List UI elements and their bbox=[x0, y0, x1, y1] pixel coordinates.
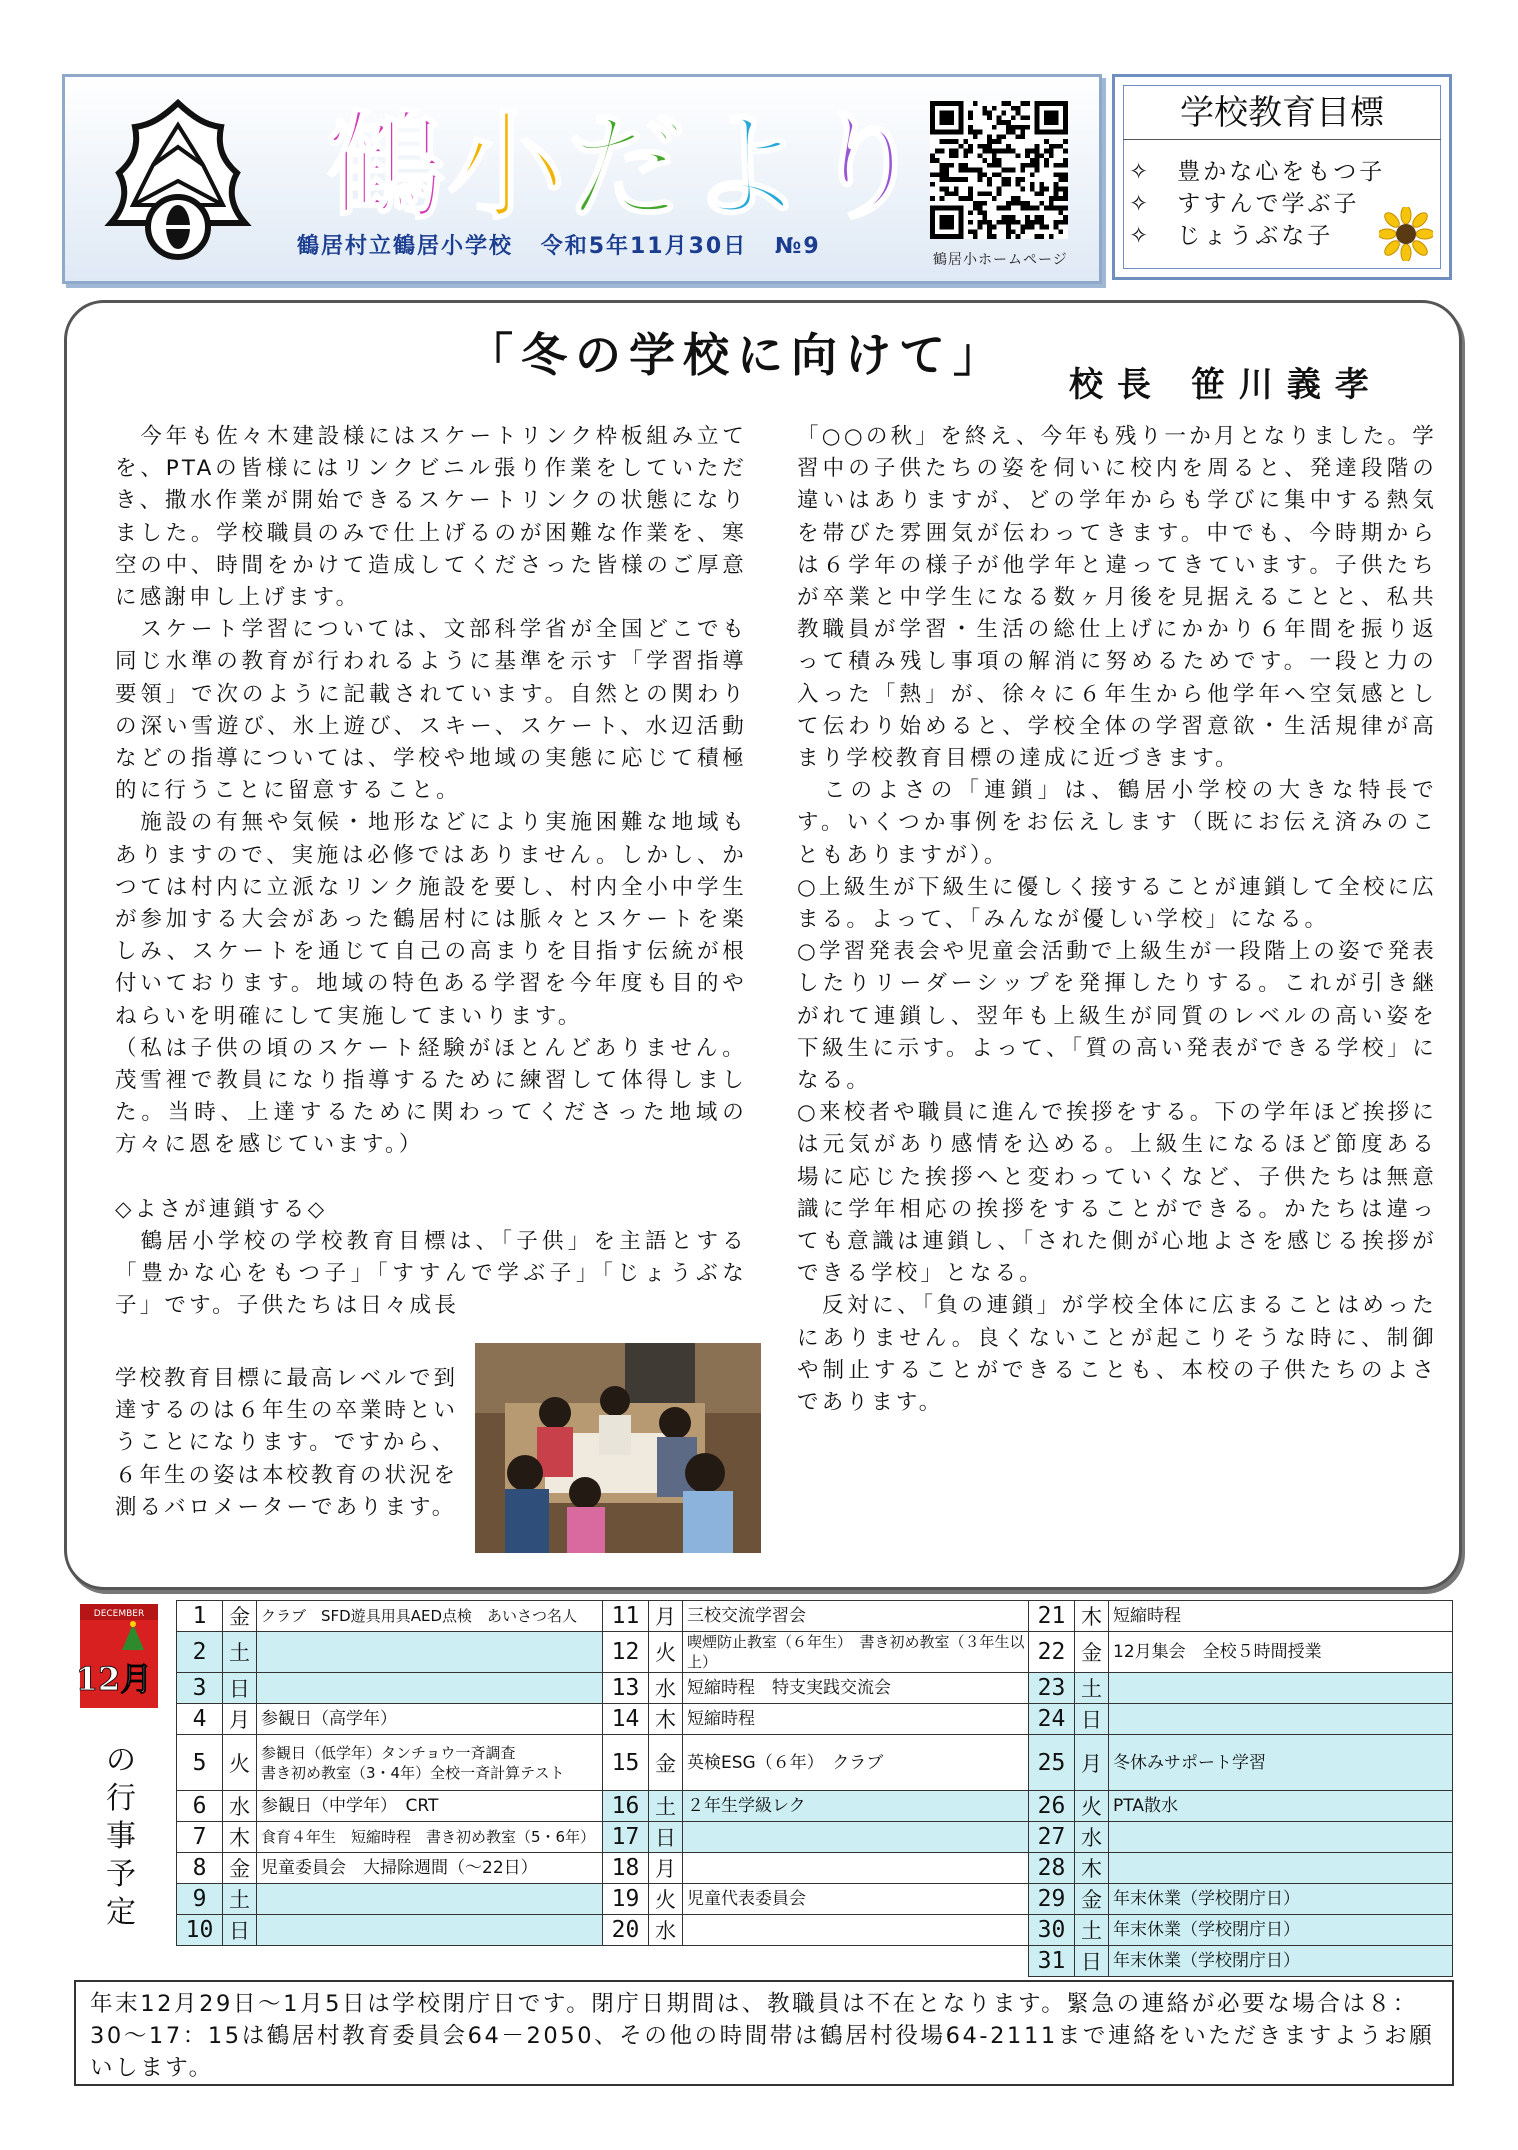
calendar-weekday: 火 bbox=[1075, 1791, 1109, 1822]
calendar-day-number: 15 bbox=[603, 1735, 649, 1791]
calendar-event bbox=[257, 1632, 603, 1673]
title-char: 鶴 bbox=[327, 98, 448, 236]
calendar-weekday: 水 bbox=[223, 1791, 257, 1822]
calendar-event: 食育４年生 短縮時程 書き初め教室（5・6年） bbox=[257, 1822, 603, 1853]
calendar-day-number: 24 bbox=[1029, 1704, 1075, 1735]
calendar-event: 英検ESG（６年） クラブ bbox=[683, 1735, 1029, 1791]
calendar-weekday: 土 bbox=[223, 1632, 257, 1673]
qr-code-icon[interactable] bbox=[930, 101, 1068, 239]
school-name: 鶴居村立鶴居小学校 bbox=[297, 234, 514, 259]
calendar-weekday: 月 bbox=[1075, 1735, 1109, 1791]
calendar-weekday: 月 bbox=[223, 1704, 257, 1735]
calendar-day-number: 2 bbox=[177, 1632, 223, 1673]
calendar-event: ２年生学級レク bbox=[683, 1791, 1029, 1822]
calendar-row bbox=[177, 1884, 1453, 1915]
calendar-event: クラブ SFD遊具用具AED点検 あいさつ名人 bbox=[257, 1601, 603, 1632]
event-calendar-table bbox=[176, 1600, 1453, 1977]
calendar-row bbox=[177, 1822, 1453, 1853]
calendar-weekday: 木 bbox=[223, 1822, 257, 1853]
calendar-day-number: 19 bbox=[603, 1884, 649, 1915]
spacer bbox=[115, 1162, 747, 1194]
calendar-day-number: 10 bbox=[177, 1915, 223, 1946]
calendar-day-number: 8 bbox=[177, 1853, 223, 1884]
calendar-day-number: 11 bbox=[603, 1601, 649, 1632]
goals-divider bbox=[1123, 139, 1441, 140]
goal-item: ✧ 豊かな心をもつ子 bbox=[1129, 159, 1386, 185]
title-char: だ bbox=[567, 98, 688, 236]
calendar-empty-cell bbox=[603, 1946, 649, 1977]
article-headline: 「冬の学校に向けて」 bbox=[467, 328, 1007, 382]
calendar-row bbox=[177, 1673, 1453, 1704]
calendar-row bbox=[177, 1704, 1453, 1735]
calendar-weekday: 日 bbox=[1075, 1704, 1109, 1735]
calendar-day-number: 9 bbox=[177, 1884, 223, 1915]
article-paragraph: ○学習発表会や児童会活動で上級生が一段階上の姿で発表したりリーダーシップを発揮したりする。これが引き継がれて連鎖し、翌年も上級生が同質のレベルの高い姿を下級生に示す。よって、「質の高い発表ができる学校」になる。 bbox=[797, 939, 1437, 1094]
calendar-weekday: 日 bbox=[1075, 1946, 1109, 1977]
calendar-weekday: 月 bbox=[649, 1853, 683, 1884]
article-paragraph: 反対に、「負の連鎖」が学校全体に広まることはめったにありません。良くないことが起こりそうな時に、制御や制止することができることも、本校の子供たちのよさであります。 bbox=[797, 1293, 1437, 1416]
calendar-day-number: 20 bbox=[603, 1915, 649, 1946]
calendar-weekday: 金 bbox=[649, 1735, 683, 1791]
calendar-day-number: 17 bbox=[603, 1822, 649, 1853]
calendar-weekday: 水 bbox=[649, 1673, 683, 1704]
article-paragraph: 「○○の秋」を終え、今年も残り一か月となりました。学習中の子供たちの姿を伺いに校内を周ると、発達段階の違いはありますが、どの学年からも学びに集中する熱気を帯びた雰囲気が伝わってきます。中でも、今時期からは６学年の様子が他学年と違ってきています。子供たちが卒業と中学生になる数ヶ月後を見据えることと、私共教職員が学習・生活の総仕上げにかかり６年間を振り返って積み残し事項の解消に努めるためです。一段と力の入った「熱」が、徐々に６年生から他学年へ空気感として伝わり始めると、学校全体の学習意欲・生活規律が高まり学校教育目標の達成に近づきます。 bbox=[797, 424, 1437, 772]
calendar-event: 児童委員会 大掃除週間（～22日） bbox=[257, 1853, 603, 1884]
calendar-event: PTA散水 bbox=[1109, 1791, 1453, 1822]
calendar-icon-month-label: DECEMBER bbox=[93, 1609, 145, 1619]
calendar-event: 短縮時程 特支実践交流会 bbox=[683, 1673, 1029, 1704]
calendar-icon-month: 12月 bbox=[78, 1660, 153, 1698]
calendar-day-number: 13 bbox=[603, 1673, 649, 1704]
issue-number: №9 bbox=[774, 234, 821, 259]
section-heading: ◇よさが連鎖する◇ bbox=[115, 1196, 328, 1222]
article-wrap-paragraph: 学校教育目標に最高レベルで到達するのは６年生の卒業時ということになります。ですから、６年生の姿は本校教育の状況を測るバロメーターであります。 bbox=[115, 1366, 459, 1520]
calendar-weekday: 日 bbox=[223, 1673, 257, 1704]
issue-date: 令和5年11月30日 bbox=[540, 234, 748, 259]
calendar-day-number: 28 bbox=[1029, 1853, 1075, 1884]
article-paragraph: ○来校者や職員に進んで挨拶をする。下の学年ほど挨拶には元気があり感情を込める。上級生になるほど節度ある場に応じた挨拶へと変わっていくなど、子供たちは無意識に学年相応の挨拶をすることができる。かたちは違っても意識は連鎖し、「された側が心地よさを感じる挨拶ができる学校」となる。 bbox=[797, 1100, 1437, 1287]
article-paragraph: 今年も佐々木建設様にはスケートリンク枠板組み立てを、PTAの皆様にはリンクビニル張り作業をしていただき、撒水作業が開始できるスケートリンクの状態になりました。学校職員のみで仕上げるのが困難な作業を、寒空の中、時間をかけて造成してくださった皆様のご厚意に感謝申し上げます。 bbox=[115, 424, 747, 611]
calendar-weekday: 金 bbox=[1075, 1632, 1109, 1673]
article-author: 校長 笹川義孝 bbox=[1069, 365, 1383, 405]
calendar-weekday: 水 bbox=[649, 1915, 683, 1946]
calendar-row bbox=[177, 1735, 1453, 1791]
school-goals-box bbox=[1112, 74, 1452, 280]
calendar-event: 参観日（中学年） CRT bbox=[257, 1791, 603, 1822]
calendar-event bbox=[1109, 1704, 1453, 1735]
calendar-day-number: 23 bbox=[1029, 1673, 1075, 1704]
calendar-row bbox=[177, 1632, 1453, 1673]
december-calendar-icon bbox=[78, 1600, 160, 1710]
header-subline bbox=[297, 229, 839, 260]
calendar-event: 年末休業（学校閉庁日） bbox=[1109, 1946, 1453, 1977]
classroom-photo bbox=[475, 1343, 761, 1553]
principal-article bbox=[64, 300, 1462, 1590]
calendar-side-label: の行事予定 bbox=[106, 1743, 136, 1930]
calendar-day-number: 4 bbox=[177, 1704, 223, 1735]
calendar-day-number: 5 bbox=[177, 1735, 223, 1791]
calendar-day-number: 14 bbox=[603, 1704, 649, 1735]
calendar-weekday: 火 bbox=[649, 1632, 683, 1673]
calendar-weekday: 金 bbox=[1075, 1884, 1109, 1915]
article-paragraph: スケート学習については、文部科学省が全国どこでも同じ水準の教育が行われるように基準を示す「学習指導要領」で次のように記載されています。自然との関わりの深い雪遊び、氷上遊び、スキー、スケート、水辺活動などの指導については、学校や地域の実態に応じて積極的に行うことに留意すること。 bbox=[115, 617, 747, 804]
calendar-event bbox=[683, 1915, 1029, 1946]
calendar-row bbox=[177, 1915, 1453, 1946]
calendar-event bbox=[257, 1673, 603, 1704]
calendar-day-number: 22 bbox=[1029, 1632, 1075, 1673]
calendar-day-number: 29 bbox=[1029, 1884, 1075, 1915]
sunflower-icon bbox=[1379, 207, 1433, 261]
calendar-day-number: 1 bbox=[177, 1601, 223, 1632]
article-paragraph: （私は子供の頃のスケート経験がほとんどありません。茂雪裡で教員になり指導するために練習して体得しました。当時、上達するために関わってくださった地域の方々に恩を感じています。） bbox=[115, 1035, 747, 1158]
calendar-event: 12月集会 全校５時間授業 bbox=[1109, 1632, 1453, 1673]
article-left-column bbox=[115, 421, 747, 1322]
calendar-weekday: 木 bbox=[649, 1704, 683, 1735]
calendar-event bbox=[683, 1853, 1029, 1884]
calendar-empty-cell bbox=[223, 1946, 257, 1977]
calendar-event: 冬休みサポート学習 bbox=[1109, 1735, 1453, 1791]
calendar-day-number: 3 bbox=[177, 1673, 223, 1704]
school-crest-icon bbox=[93, 95, 263, 265]
calendar-weekday: 金 bbox=[223, 1601, 257, 1632]
article-right-column bbox=[797, 421, 1437, 1419]
calendar-day-number: 30 bbox=[1029, 1915, 1075, 1946]
goal-item: ✧ すすんで学ぶ子 bbox=[1129, 191, 1360, 217]
calendar-weekday: 土 bbox=[649, 1791, 683, 1822]
calendar-day-number: 27 bbox=[1029, 1822, 1075, 1853]
calendar-weekday: 月 bbox=[649, 1601, 683, 1632]
calendar-empty-cell bbox=[257, 1946, 603, 1977]
article-paragraph: 鶴居小学校の学校教育目標は、「子供」を主語とする「豊かな心をもつ子」「すすんで学ぶ子」「じょうぶな子」です。子供たちは日々成長 bbox=[115, 1228, 747, 1319]
calendar-event: 短縮時程 bbox=[1109, 1601, 1453, 1632]
calendar-weekday: 金 bbox=[223, 1853, 257, 1884]
calendar-event: 参観日（高学年） bbox=[257, 1704, 603, 1735]
goals-title: 学校教育目標 bbox=[1180, 93, 1384, 133]
goal-item: ✧ じょうぶな子 bbox=[1129, 223, 1334, 249]
calendar-day-number: 21 bbox=[1029, 1601, 1075, 1632]
calendar-weekday: 火 bbox=[649, 1884, 683, 1915]
calendar-day-number: 7 bbox=[177, 1822, 223, 1853]
calendar-day-number: 26 bbox=[1029, 1791, 1075, 1822]
calendar-empty-cell bbox=[177, 1946, 223, 1977]
calendar-event: 短縮時程 bbox=[683, 1704, 1029, 1735]
closure-notice: 年末12月29日～1月5日は学校閉庁日です。閉庁日期間は、教職員は不在となります。緊急の連絡が必要な場合は８：30～17：15は鶴居村教育委員会64－2050、その他の時間帯は鶴居村役場64‐2111まで連絡をいただきますようお願いします。 bbox=[74, 1980, 1454, 2086]
calendar-event: 三校交流学習会 bbox=[683, 1601, 1029, 1632]
calendar-event bbox=[1109, 1853, 1453, 1884]
qr-caption: 鶴居小ホームページ bbox=[933, 252, 1068, 268]
title-char: り bbox=[807, 98, 928, 236]
calendar-day-number: 16 bbox=[603, 1791, 649, 1822]
calendar-event: 喫煙防止教室（６年生） 書き初め教室（３年生以上） bbox=[683, 1632, 1029, 1673]
article-paragraph: このよさの「連鎖」は、鶴居小学校の大きな特長です。いくつか事例をお伝えします（既にお伝え済みのこともありますが）。 bbox=[797, 778, 1437, 868]
calendar-weekday: 木 bbox=[1075, 1853, 1109, 1884]
calendar-event bbox=[1109, 1673, 1453, 1704]
calendar-event bbox=[257, 1884, 603, 1915]
calendar-row bbox=[177, 1791, 1453, 1822]
calendar-weekday: 火 bbox=[223, 1735, 257, 1791]
calendar-day-number: 31 bbox=[1029, 1946, 1075, 1977]
calendar-event bbox=[257, 1915, 603, 1946]
calendar-weekday: 日 bbox=[649, 1822, 683, 1853]
calendar-event: 児童代表委員会 bbox=[683, 1884, 1029, 1915]
calendar-day-number: 12 bbox=[603, 1632, 649, 1673]
calendar-event bbox=[683, 1822, 1029, 1853]
calendar-row bbox=[177, 1601, 1453, 1632]
calendar-weekday: 土 bbox=[1075, 1673, 1109, 1704]
title-char: よ bbox=[687, 98, 808, 236]
masthead bbox=[62, 74, 1102, 284]
calendar-weekday: 土 bbox=[1075, 1915, 1109, 1946]
article-paragraph: 施設の有無や気候・地形などにより実施困難な地域もありますので、実施は必修ではありません。しかし、かつては村内に立派なリンク施設を要し、村内全小中学生が参加する大会があった鶴居村には脈々とスケートを楽しみ、スケートを通じて自己の高まりを目指す伝統が根付いております。地域の特色ある学習を今年度も目的やねらいを明確にして実施してまいります。 bbox=[115, 810, 747, 1029]
newsletter-title bbox=[327, 97, 927, 237]
article-paragraph: ○上級生が下級生に優しく接することが連鎖して全校に広まる。よって、「みんなが優しい学校」になる。 bbox=[797, 874, 1437, 933]
calendar-row bbox=[177, 1946, 1453, 1977]
calendar-empty-cell bbox=[683, 1946, 1029, 1977]
calendar-day-number: 25 bbox=[1029, 1735, 1075, 1791]
calendar-event: 年末休業（学校閉庁日） bbox=[1109, 1884, 1453, 1915]
calendar-event: 参観日（低学年）タンチョウ一斉調査 書き初め教室（3・4年）全校一斉計算テスト bbox=[257, 1735, 603, 1791]
calendar-day-number: 18 bbox=[603, 1853, 649, 1884]
calendar-weekday: 土 bbox=[223, 1884, 257, 1915]
calendar-weekday: 木 bbox=[1075, 1601, 1109, 1632]
calendar-row bbox=[177, 1853, 1453, 1884]
calendar-event bbox=[1109, 1822, 1453, 1853]
calendar-day-number: 6 bbox=[177, 1791, 223, 1822]
calendar-empty-cell bbox=[649, 1946, 683, 1977]
calendar-event: 年末休業（学校閉庁日） bbox=[1109, 1915, 1453, 1946]
calendar-weekday: 日 bbox=[223, 1915, 257, 1946]
title-char: 小 bbox=[447, 98, 568, 236]
calendar-weekday: 水 bbox=[1075, 1822, 1109, 1853]
